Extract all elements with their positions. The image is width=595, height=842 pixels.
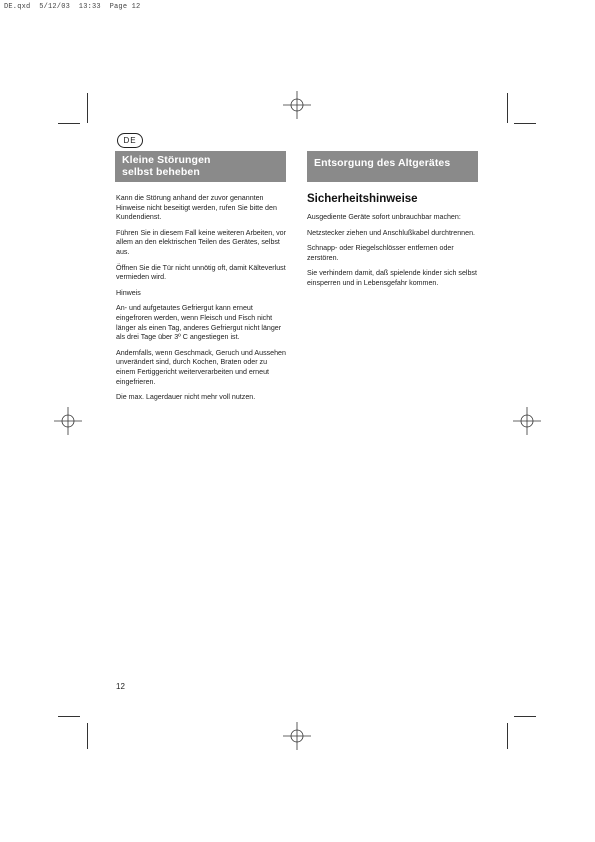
heading-line: Kleine Störungen [122,154,211,166]
paragraph: An- und aufgetautes Gefriergut kann erneut eingefroren werden, wenn Fleisch und Fisch nicht länger als einen Tag, anderes Gefriergut nicht länger als drei Tage über 3º C angestiegen ist. [116,304,282,342]
section-heading-disposal: Entsorgung des Altgerätes [307,151,478,182]
crop-mark [87,93,88,123]
registration-mark-icon [283,722,311,750]
registration-mark-icon [513,407,541,435]
paragraph: Die max. Lagerdauer nicht mehr voll nutzen. [116,393,256,402]
paragraph: Ausgediente Geräte sofort unbrauchbar machen: [307,213,461,221]
crop-mark [507,723,508,749]
paragraph: Führen Sie in diesem Fall keine weiteren Arbeiten, vor allem an den elektrischen Teilen des Gerätes, selbst aus. [116,228,286,256]
language-badge: DE [117,133,143,148]
paragraph: Andernfalls, wenn Geschmack, Geruch und Aussehen unverändert sind, durch Kochen, Braten oder zu einem Fertiggericht weiterverarbeiten und erneut eingefrieren. [116,348,286,386]
print-slug: DE.qxd 5/12/03 13:33 Page 12 [4,3,141,11]
crop-mark [514,123,536,124]
paragraph: Öffnen Sie die Tür nicht unnötig oft, damit Kälteverlust vermieden wird. [116,263,286,282]
troubleshooting-text [116,194,288,409]
crop-mark [507,93,508,123]
crop-mark [58,123,80,124]
registration-mark-icon [54,407,82,435]
paragraph: Netzstecker ziehen und Anschlußkabel durchtrennen. [307,228,475,237]
disposal-text [307,213,479,295]
safety-subheading: Sicherheitshinweise [307,193,418,205]
paragraph: Sie verhindern damit, daß spielende kinder sich selbst einsperren und in Lebensgefahr kommen. [307,269,477,287]
crop-mark [514,716,536,717]
registration-mark-icon [283,91,311,119]
crop-mark [58,716,80,717]
page-number: 12 [116,682,125,691]
heading-line: selbst beheben [122,166,200,178]
paragraph: Schnapp- oder Riegelschlösser entfernen oder zerstören. [307,244,454,262]
section-heading-troubleshooting [115,151,286,182]
crop-mark [87,723,88,749]
note-label: Hinweis [116,288,141,297]
paragraph: Kann die Störung anhand der zuvor genannten Hinweise nicht beseitigt werden, rufen Sie bitte den Kundendienst. [116,194,277,222]
